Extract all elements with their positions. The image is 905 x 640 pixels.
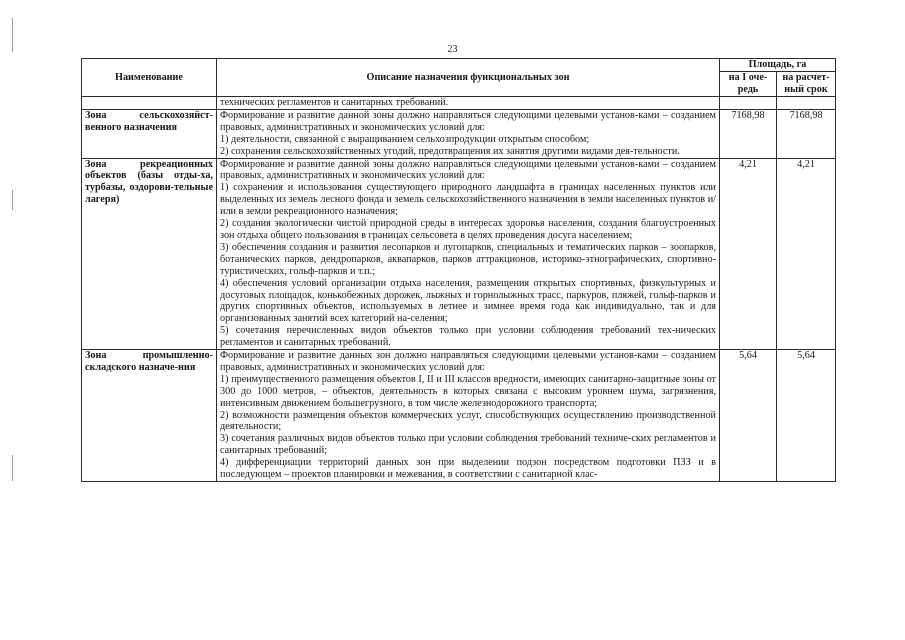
header-row-top (82, 59, 836, 72)
continuation-name-cell (82, 97, 217, 110)
description-line: 1) деятельности, связанной с выращиванием сельхозпродукции открытым способом; (220, 133, 590, 145)
description-line: 2) сохранения сельскохозяйственных угодий, предотвращения их занятия другими видами дея-тельности. (220, 145, 680, 157)
binding-edge-mark (12, 190, 13, 210)
zone-description (217, 350, 720, 482)
zone-name: Зона промышленно-складского назначе-ния (82, 350, 217, 482)
continuation-first-stage-cell (720, 97, 777, 110)
header-estimated-term: на расчет-ный срок (777, 72, 836, 97)
description-line: 4) дифференциации территорий данных зон при выделении подзон посредством подготовки ПЗЗ и в последующем – проектов планировки и межевания, в соответствии с санитарной клас- (220, 457, 716, 481)
description-line: Формирование и развитие данной зоны должно направляться следующими целевыми установ-ками – созданием правовых, административных и экономических условий для: (220, 109, 716, 133)
continuation-estimated-term-cell (777, 97, 836, 110)
description-line: 1) сохранения и использования существующего природного ландшафта в границах населенных пунктов или выделенных из земель лесного фонда и земель сельскохозяйственного назначения в земли населенных пунктов и/или в земли рекреационного назначения; (220, 182, 716, 218)
description-line: Формирование и развитие данной зоны должно направляться следующими целевыми установ-ками – созданием правовых, административных и экономических условий для: (220, 158, 716, 182)
description-line: Формирование и развитие данных зон должно направляться следующими целевыми установ-ками – созданием правовых, административных и экономических условий для: (220, 350, 716, 373)
table-row (82, 158, 836, 350)
area-first-stage: 7168,98 (720, 109, 777, 158)
area-first-stage: 5,64 (720, 350, 777, 482)
zone-description (217, 158, 720, 350)
zone-name: Зона сельскохозяйст-венного назначения (82, 109, 217, 158)
header-area: Площадь, га (720, 59, 836, 72)
binding-edge-mark (12, 455, 13, 481)
table-row (82, 109, 836, 158)
description-line: 3) сочетания различных видов объектов только при условии соблюдения требований техниче-ских регламентов и санитарных требований; (220, 433, 716, 457)
header-description: Описание назначения функциональных зон (217, 59, 720, 97)
description-line: 2) создания экологически чистой природной среды в интересах здоровья населения, создания благоустроенных зон отдыха общего пользования в границах сельсовета в целях проведения досуга населением; (220, 218, 716, 241)
continuation-row (82, 97, 836, 110)
description-line: 4) обеспечения условий организации отдыха населения, размещения открытых спортивных, физкультурных и досуговых площадок, конькобежных дорожек, лыжных и горнолыжных трасс, паркуров, пляжей, гольф-парков и других спортивных объектов, используемых в летнее и зимнее время года как индивидуально, так и для организованных занятий всех категорий на-селения; (220, 277, 716, 325)
zone-description (217, 109, 720, 158)
continuation-text: технических регламентов и санитарных требований. (217, 97, 720, 110)
description-line: 2) возможности размещения объектов коммерческих услуг, способствующих осуществлению производственной деятельности; (220, 409, 716, 433)
header-first-stage: на I оче-редь (720, 72, 777, 97)
description-line: 3) обеспечения создания и развития лесопарков и лугопарков, специальных и тематических парков – зоопарков, ботанических парков, дендропарков, аквапарков, парков аттракционов, историко-этнографических, спортивно-туристических, гольф-парков и т.п.; (220, 241, 716, 277)
header-name: Наименование (82, 59, 217, 97)
page-number: 23 (447, 44, 458, 55)
description-line: 5) сочетания перечисленных видов объектов только при условии соблюдения требований тех-нических регламентов и санитарных требований. (220, 325, 716, 349)
area-first-stage: 4,21 (720, 158, 777, 350)
area-estimated-term: 5,64 (777, 350, 836, 482)
description-line: 1) преимущественного размещения объектов I, II и III классов вредности, имеющих санитарно-защитные зоны от 300 до 1000 метров, – объектов, деятельность в которых связана с высоким уровнем шума, загрязнения, интенсивным движением большегрузного, в том числе железнодорожного транспорта; (220, 373, 716, 409)
functional-zones-table (81, 58, 836, 482)
zone-name: Зона рекреационных объектов (базы отды-ха, турбазы, оздорови-тельные лагеря) (82, 158, 217, 350)
table-row (82, 350, 836, 482)
area-estimated-term: 4,21 (777, 158, 836, 350)
area-estimated-term: 7168,98 (777, 109, 836, 158)
